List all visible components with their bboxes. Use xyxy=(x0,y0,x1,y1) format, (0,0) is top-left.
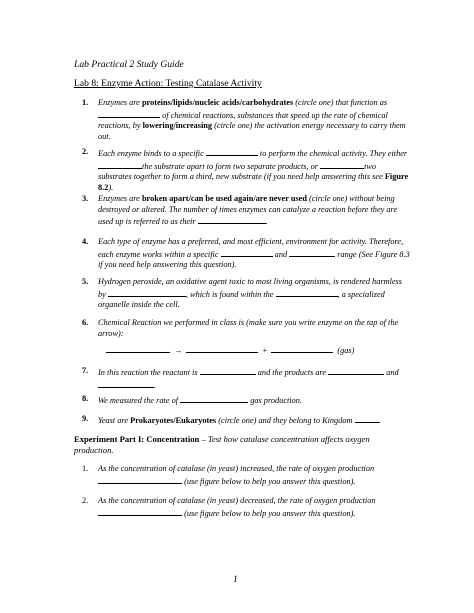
question-number: 5. xyxy=(82,277,89,286)
question-number: 9. xyxy=(82,414,89,423)
reaction-equation xyxy=(104,344,354,355)
experiment-heading xyxy=(74,434,410,455)
question-number: 1. xyxy=(82,464,89,473)
question-number: 2. xyxy=(82,147,89,156)
product-blank[interactable] xyxy=(271,344,333,353)
question-5: 5. Hydrogen peroxide, an oxidative agent toxic to most living organisms, is rendered harmless by , which is found within the , a specialized organelle inside the cell. xyxy=(82,277,403,310)
answer-blank[interactable] xyxy=(180,394,248,403)
answer-blank[interactable] xyxy=(98,160,142,169)
experiment-label: Experiment Part I: Concentration xyxy=(74,434,200,444)
product-blank[interactable] xyxy=(186,344,258,353)
question-2: 2. Each enzyme binds to a specific to perform the chemical activity. They either the substrate apart to form two separate products, or two substrates together to form a third, new substrate (if you need help answering this see Figure 8.2). xyxy=(82,147,409,192)
answer-blank[interactable] xyxy=(98,507,182,516)
question-4: 4. Each type of enzyme has a preferred, and most efficient, environment for activity. Therefore, each enzyme works within a specific and range (See Figure 8.3 if you need help answering this question). xyxy=(82,237,410,270)
plus-sign: + xyxy=(262,346,268,355)
lab-heading: Lab 8: Enzyme Action: Testing Catalase Activity xyxy=(74,78,262,89)
answer-blank[interactable] xyxy=(198,215,266,224)
answer-blank[interactable] xyxy=(206,147,258,156)
question-number: 1. xyxy=(82,98,89,107)
arrow-icon: → xyxy=(174,346,183,355)
answer-blank[interactable] xyxy=(200,366,256,375)
reactant-blank[interactable] xyxy=(106,344,170,353)
gas-label: (gas) xyxy=(337,346,355,355)
question-number: 7. xyxy=(82,366,89,375)
experiment-description: – Test how catalase concentration affects oxygen production. xyxy=(74,434,370,455)
experiment-question-2: 2. As the concentration of catalase (in yeast) decreased, the rate of oxygen production (use figure below to help you answer this question). xyxy=(82,496,376,518)
question-7: 7. In this reaction the reactant is and the products are and . xyxy=(82,366,399,390)
question-number: 6. xyxy=(82,318,89,327)
question-number: 4. xyxy=(82,237,89,246)
answer-blank[interactable] xyxy=(98,109,160,118)
answer-blank[interactable] xyxy=(276,288,338,297)
answer-blank[interactable] xyxy=(98,379,154,388)
question-1: 1. Enzymes are proteins/lipids/nucleic acids/carbohydrates (circle one) that function as of chemical reactions, substances that speed up the rate of chemical reactions, by lowering/increasing (circle one) the activation energy necessary to carry them out. xyxy=(82,98,406,141)
page-title: Lab Practical 2 Study Guide xyxy=(74,59,184,70)
question-6: 6. Chemical Reaction we performed in class is (make sure you write enzyme on the tap of the arrow): xyxy=(82,318,399,338)
answer-blank[interactable] xyxy=(98,475,182,484)
page-number: 1 xyxy=(233,574,238,585)
answer-blank[interactable] xyxy=(328,366,384,375)
answer-blank[interactable] xyxy=(289,248,335,257)
answer-blank[interactable] xyxy=(221,248,273,257)
answer-blank[interactable] xyxy=(108,288,186,297)
question-number: 3. xyxy=(82,194,89,203)
question-number: 2. xyxy=(82,496,89,505)
answer-blank[interactable] xyxy=(355,414,379,423)
experiment-question-1: 1. As the concentration of catalase (in yeast) increased, the rate of oxygen production (use figure below to help you answer this question). xyxy=(82,464,375,486)
question-8: 8. We measured the rate of gas production. xyxy=(82,394,302,405)
question-9: 9. Yeast are Prokaryotes/Eukaryotes (circle one) and they belong to Kingdom . xyxy=(82,414,381,425)
question-number: 8. xyxy=(82,394,89,403)
answer-blank[interactable] xyxy=(320,160,364,169)
question-3: 3. Enzymes are broken apart/can be used again/are never used (circle one) without being destroyed or altered. The number of times enzymes can catalyze a reaction before they are used up is referred to as their . xyxy=(82,194,398,227)
